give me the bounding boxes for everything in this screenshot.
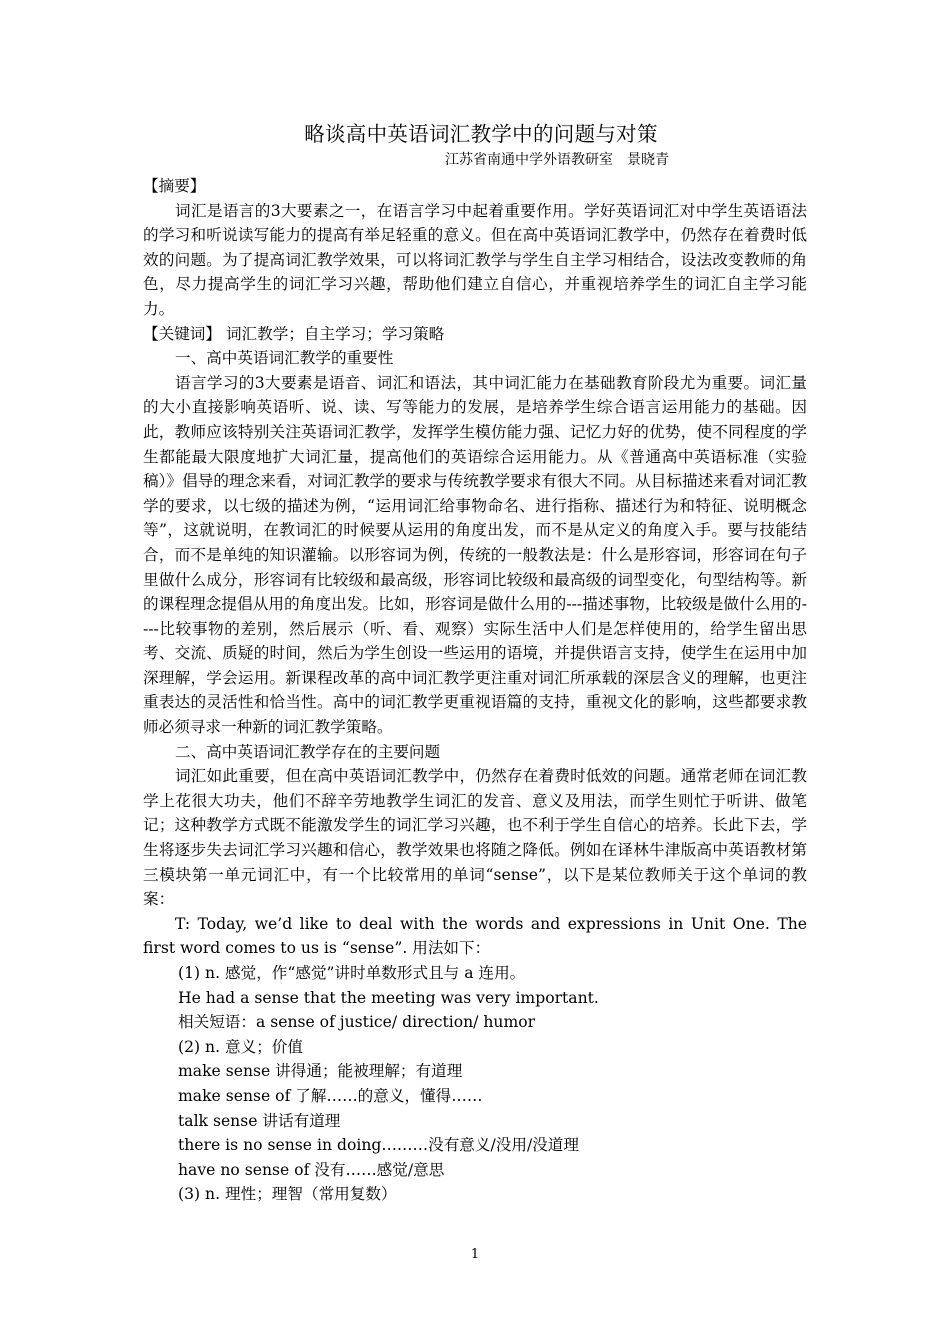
abstract-label: 【摘要】 xyxy=(143,177,206,195)
lesson-line: make sense 讲得通；能被理解；有道理 xyxy=(178,1062,463,1081)
page-number: 1 xyxy=(470,1247,480,1262)
lesson-lines xyxy=(143,961,807,1207)
document-title: 略谈高中英语词汇教学中的问题与对策 xyxy=(304,122,658,146)
lesson-line: 相关短语：a sense of justice/ direction/ humor xyxy=(178,1013,536,1032)
lesson-line: talk sense 讲话有道理 xyxy=(178,1111,341,1130)
keywords-line xyxy=(143,322,807,347)
lesson-intro-paragraph: T: Today, we’d like to deal with the words and expressions in Unit One. The first word comes to us is “sense”. 用法如下： xyxy=(143,914,807,958)
section2-heading: 二、高中英语词汇教学存在的主要问题 xyxy=(175,742,441,761)
keywords-text: 词汇教学；自主学习；学习策略 xyxy=(225,324,445,343)
lesson-line: there is no sense in doing………没有意义/没用/没道理 xyxy=(178,1136,579,1155)
document-page xyxy=(143,118,807,1207)
section1-paragraph: 语言学习的3大要素是语音、词汇和语法，其中词汇能力在基础教育阶段尤为重要。词汇量的大小直接影响英语听、说、读、写等能力的发展，是培养学生综合语言运用能力的基础。因此，教师应该特别关注英语词汇教学，发挥学生模仿能力强、记忆力好的优势，使不同程度的学生都能最大限度地扩大词汇量，提高他们的英语综合运用能力。从《普通高中英语标准（实验稿）》倡导的理念来看，对词汇教学的要求与传统教学要求有很大不同。从目标描述来看对词汇教学的要求，以七级的描述为例，“运用词汇给事物命名、进行指称、描述行为和特征、说明概念等”，这就说明，在教词汇的时候要从运用的角度出发，而不是从定义的角度入手。要与技能结合，而不是单纯的知识灌输。以形容词为例，传统的一般教法是：什么是形容词，形容词在句子里做什么成分，形容词有比较级和最高级，形容词比较级和最高级的词型变化，句型结构等。新的课程理念提倡从用的角度出发。比如，形容词是做什么用的---描述事物，比较级是做什么用的----比较事物的差别，然后展示（听、看、观察）实际生活中人们是怎样使用的，给学生留出思考、交流、质疑的时间，然后为学生创设一些运用的语境，并提供语言支持，使学生在运用中加深理解，学会运用。新课程改革的高中词汇教学更注重对词汇所承载的深层含义的理解，也更注重表达的灵活性和恰当性。高中的词汇教学更重视语篇的支持，重视文化的影响，这些都要求教师必须寻求一种新的词汇教学策略。 xyxy=(143,373,807,737)
section2-paragraph: 词汇如此重要，但在高中英语词汇教学中，仍然存在着费时低效的问题。通常老师在词汇教学上花很大功夫，他们不辞辛劳地教学生词汇的发音、意义及用法，而学生则忙于听讲、做笔记；这种教学方式既不能激发学生的词汇学习兴趣，也不利于学生自信心的培养。长此下去，学生将逐步失去词汇学习兴趣和信心，教学效果也将随之降低。例如在译林牛津版高中英语教材第三模块第一单元词汇中，有一个比较常用的单词“sense”，以下是某位教师关于这个单词的教案： xyxy=(143,767,807,909)
lesson-line: (3) n. 理性；理智（常用复数） xyxy=(178,1185,397,1204)
author-line: 江苏省南通中学外语教研室 景晓青 xyxy=(445,152,669,168)
lesson-line: He had a sense that the meeting was very important. xyxy=(178,988,599,1007)
keywords-label: 【关键词】 xyxy=(143,324,221,343)
lesson-line: have no sense of 没有……感觉/意思 xyxy=(178,1160,445,1179)
lesson-line: (1) n. 感觉，作“感觉”讲时单数形式且与 a 连用。 xyxy=(178,964,526,982)
lesson-line: (2) n. 意义；价值 xyxy=(178,1037,303,1056)
section1-heading: 一、高中英语词汇教学的重要性 xyxy=(175,349,394,368)
lesson-line: make sense of 了解……的意义，懂得…… xyxy=(178,1086,483,1105)
abstract-paragraph: 词汇是语言的3大要素之一，在语言学习中起着重要作用。学好英语词汇对中学生英语语法的学习和听说读写能力的提高有举足轻重的意义。但在高中英语词汇教学中，仍然存在着费时低效的问题。为了提高词汇教学效果，可以将词汇教学与学生自主学习相结合，设法改变教师的角色，尽力提高学生的词汇学习兴趣，帮助他们建立自信心，并重视培养学生的词汇自主学习能力。 xyxy=(143,201,807,318)
